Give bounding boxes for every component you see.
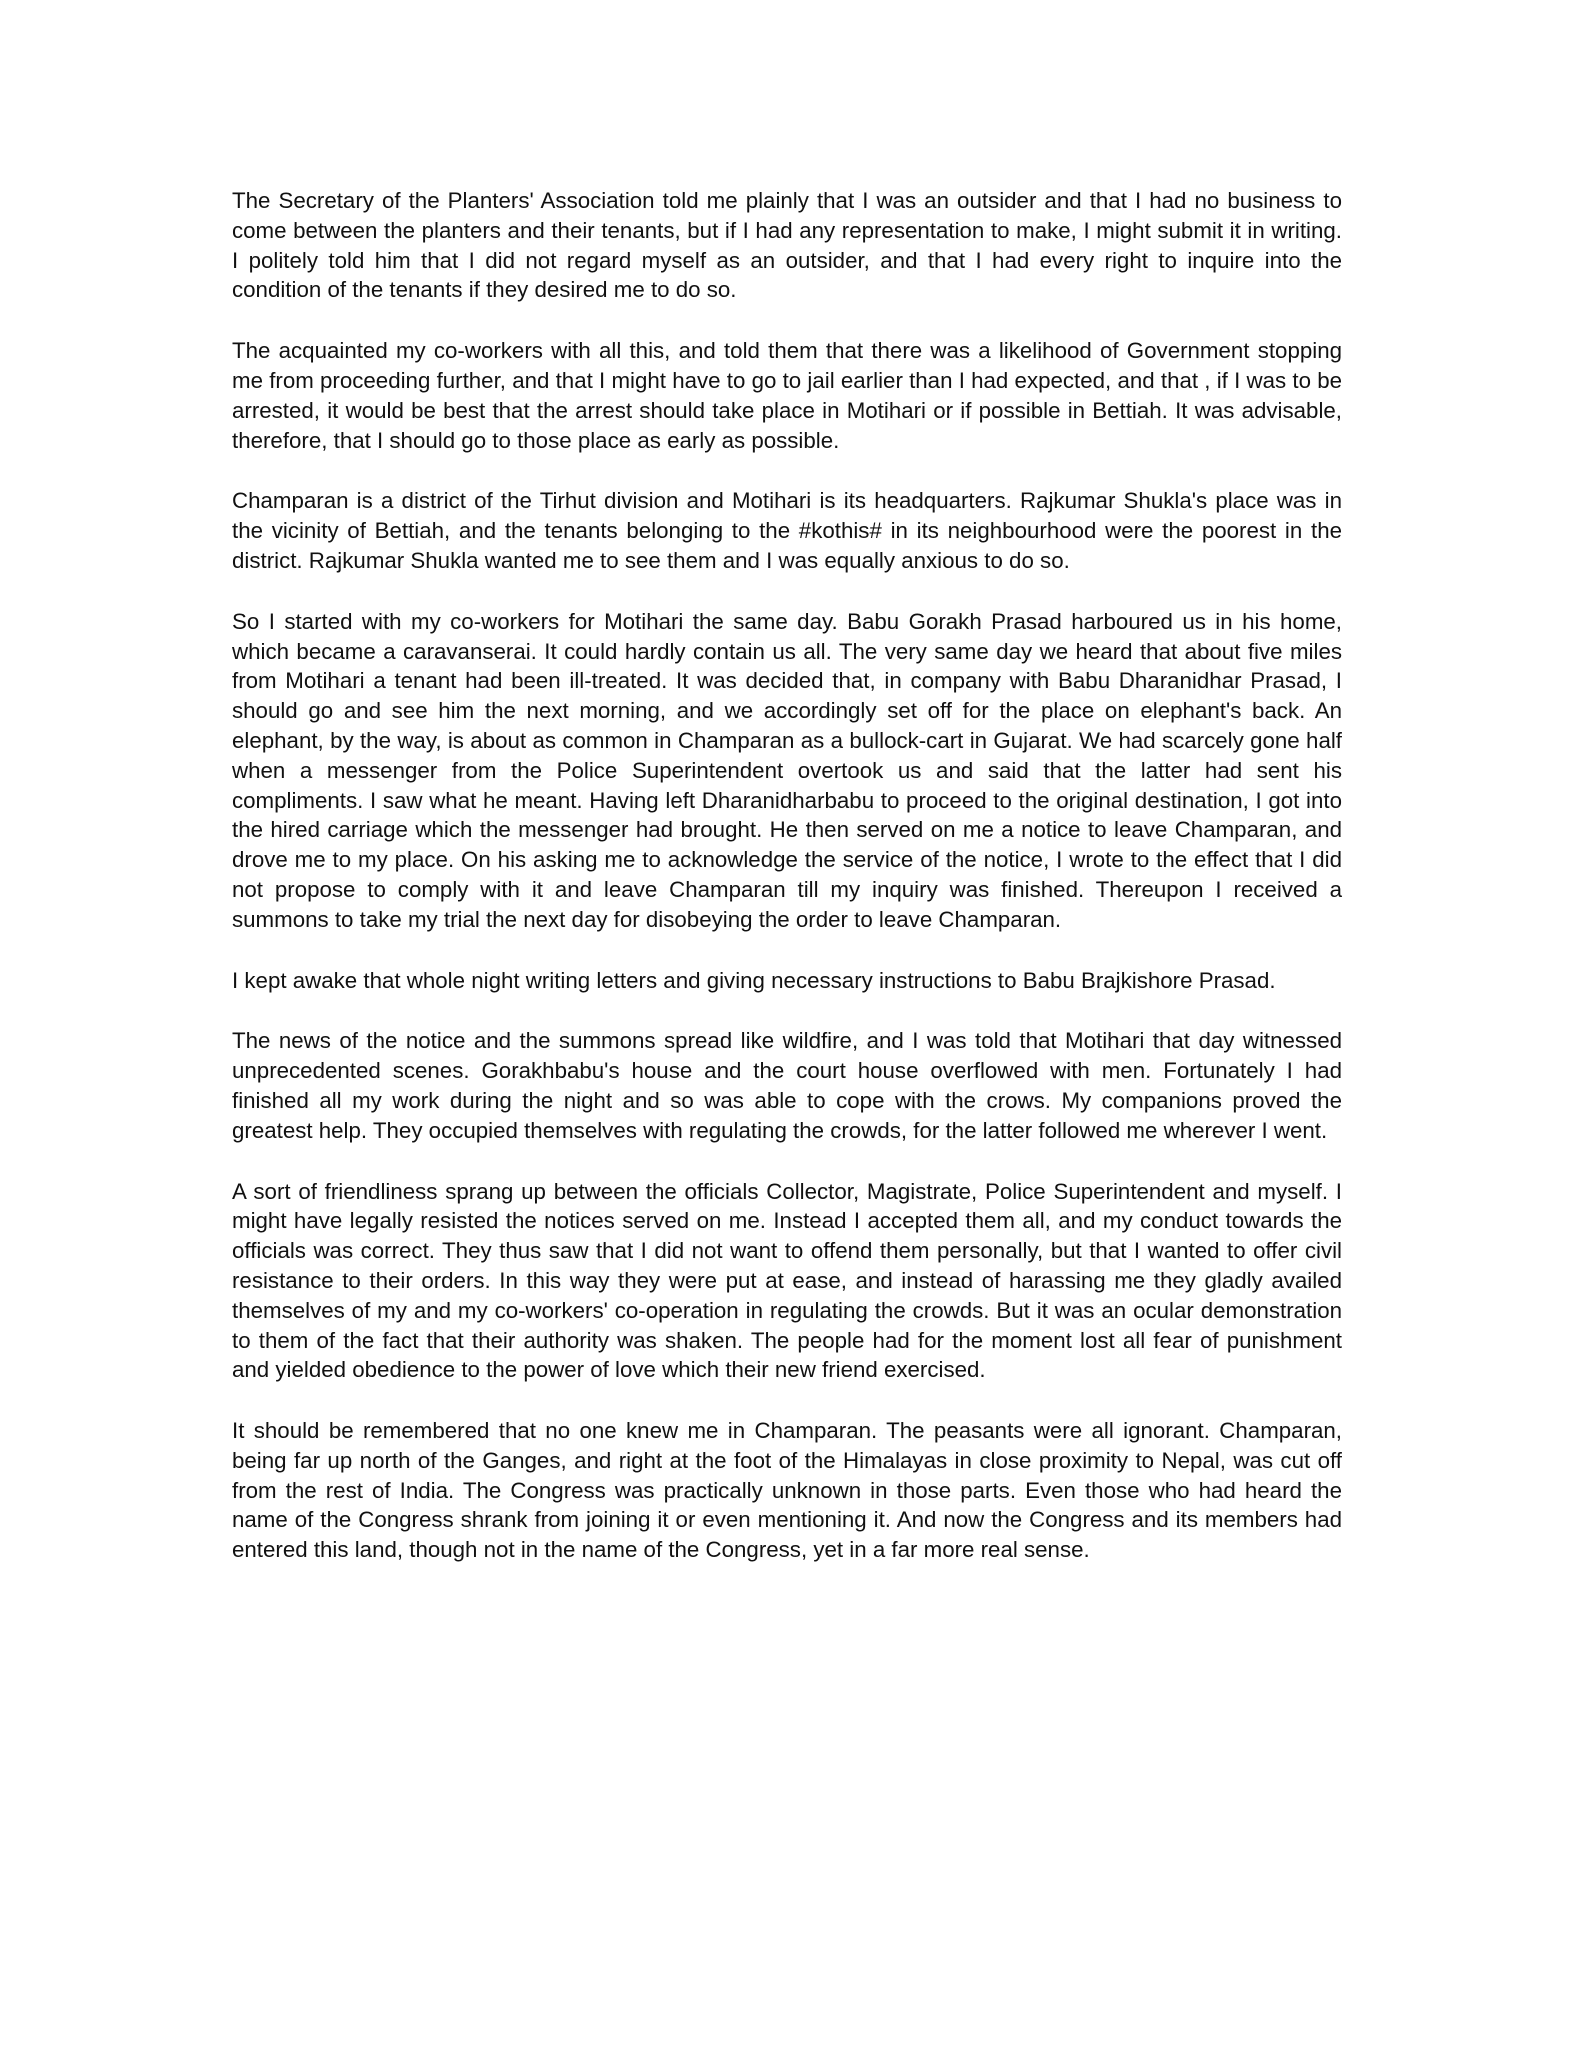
paragraph-4: So I started with my co-workers for Motihari the same day. Babu Gorakh Prasad harboured us in his home, which became a caravanserai. It could hardly contain us all. The very same day we heard that about five miles from Motihari a tenant had been ill-treated. It was decided that, in company with Babu Dharanidhar Prasad, I should go and see him the next morning, and we accordingly set off for the place on elephant's back. An elephant, by the way, is about as common in Champaran as a bullock-cart in Gujarat. We had scarcely gone half when a messenger from the Police Superintendent overtook us and said that the latter had sent his compliments. I saw what he meant. Having left Dharanidharbabu to proceed to the original destination, I got into the hired carriage which the messenger had brought. He then served on me a notice to leave Champaran, and drove me to my place. On his asking me to acknowledge the service of the notice, I wrote to the effect that I did not propose to comply with it and leave Champaran till my inquiry was finished. Thereupon I received a summons to take my trial the next day for disobeying the order to leave Champaran. [232, 608, 1342, 932]
document-body [232, 186, 1342, 1596]
paragraph-2: The acquainted my co-workers with all this, and told them that there was a likelihood of Government stopping me from proceeding further, and that I might have to go to jail earlier than I had expected, and that , if I was to be arrested, it would be best that the arrest should take place in Motihari or if possible in Bettiah. It was advisable, therefore, that I should go to those place as early as possible. [232, 338, 1342, 453]
paragraph-5: I kept awake that whole night writing letters and giving necessary instructions to Babu Brajkishore Prasad. [232, 967, 1276, 993]
paragraph-8: It should be remembered that no one knew me in Champaran. The peasants were all ignorant. Champaran, being far up north of the Ganges, and right at the foot of the Himalayas in close proximity to Nepal, was cut off from the rest of India. The Congress was practically unknown in those parts. Even those who had heard the name of the Congress shrank from joining it or even mentioning it. And now the Congress and its members had entered this land, though not in the name of the Congress, yet in a far more real sense. [232, 1418, 1342, 1563]
paragraph-3: Champaran is a district of the Tirhut division and Motihari is its headquarters. Rajkumar Shukla's place was in the vicinity of Bettiah, and the tenants belonging to the #kothis# in its neighbourhood were the poorest in the district. Rajkumar Shukla wanted me to see them and I was equally anxious to do so. [232, 488, 1342, 573]
paragraph-1: The Secretary of the Planters' Association told me plainly that I was an outsider and that I had no business to come between the planters and their tenants, but if I had any representation to make, I might submit it in writing. I politely told him that I did not regard myself as an outsider, and that I had every right to inquire into the condition of the tenants if they desired me to do so. [232, 188, 1342, 303]
paragraph-6: The news of the notice and the summons spread like wildfire, and I was told that Motihari that day witnessed unprecedented scenes. Gorakhbabu's house and the court house overflowed with men. Fortunately I had finished all my work during the night and so was able to cope with the crows. My companions proved the greatest help. They occupied themselves with regulating the crowds, for the latter followed me wherever I went. [232, 1028, 1342, 1143]
paragraph-7: A sort of friendliness sprang up between the officials Collector, Magistrate, Police Superintendent and myself. I might have legally resisted the notices served on me. Instead I accepted them all, and my conduct towards the officials was correct. They thus saw that I did not want to offend them personally, but that I wanted to offer civil resistance to their orders. In this way they were put at ease, and instead of harassing me they gladly availed themselves of my and my co-workers' co-operation in regulating the crowds. But it was an ocular demonstration to them of the fact that their authority was shaken. The people had for the moment lost all fear of punishment and yielded obedience to the power of love which their new friend exercised. [232, 1178, 1342, 1383]
